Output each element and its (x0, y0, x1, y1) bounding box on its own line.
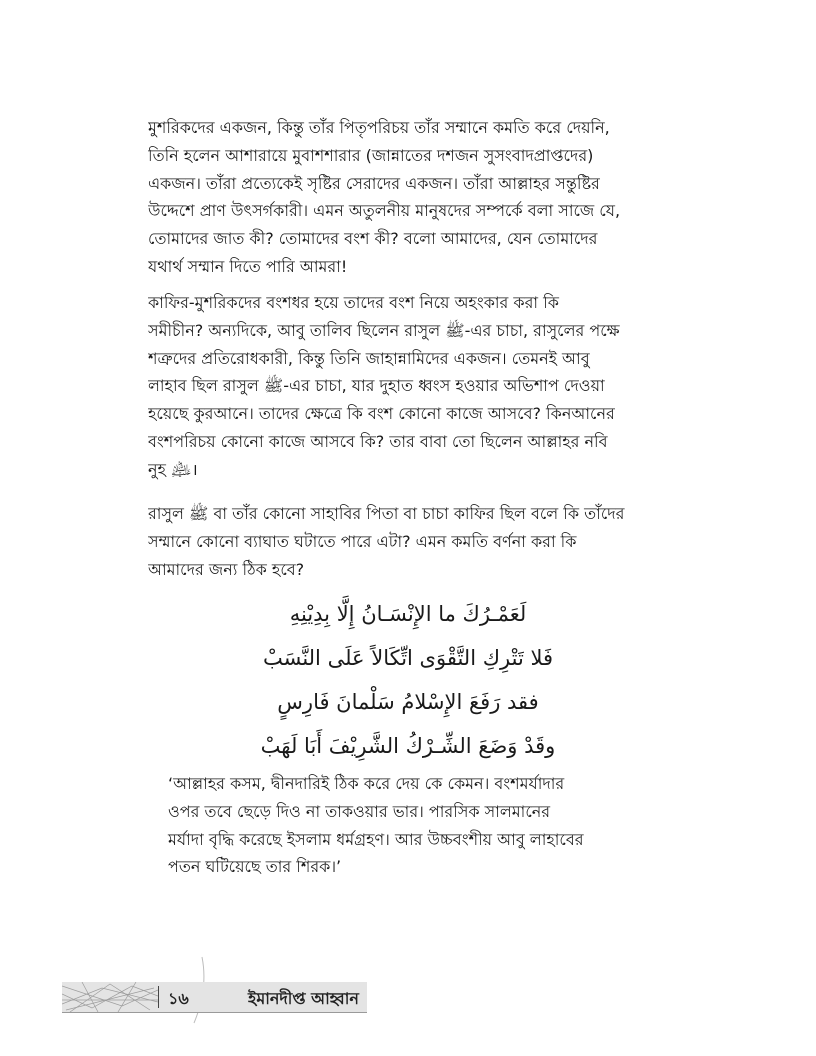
page-footer (62, 982, 367, 1013)
poem-line: لَعَمْـرُكَ ما الإِنْسَـانُ إِلَّا بِدِيْنِهِ (289, 602, 527, 626)
arabic-poem (148, 592, 668, 768)
text-line: সম্মানে কোনো ব্যাঘাত ঘটাতে পারে এটা? এমন কমতি বর্ণনা করা কি (148, 531, 577, 551)
text-line: যথার্থ সম্মান দিতে পারি আমরা! (148, 256, 348, 276)
paragraph-3 (148, 500, 668, 583)
text-line: ‘আল্লাহর কসম, দ্বীনদারিই ঠিক করে দেয় কে কেমন। বংশমর্যাদার (168, 774, 565, 793)
text-line: মর্যাদা বৃদ্ধি করেছে ইসলাম ধর্মগ্রহণ। আর উচ্চবংশীয় আবু লাহাবের (168, 829, 584, 849)
text-line: নুহ ﵇। (148, 459, 198, 479)
text-line: হয়েছে কুরআনে। তাদের ক্ষেত্রে কি বংশ কোনো কাজে আসবে? কিনআনের (148, 404, 615, 424)
book-title: ইমানদীপ্ত আহ্বান (248, 989, 359, 1008)
poem-line: فَلا تَتْرِكِ التَّقْوَى اتِّكَالاً عَلَى النَّسَبْ (262, 646, 554, 670)
poem-line: وقَدْ وَضَعَ الشِّـرْكُ الشَّرِيْفَ أَبَا لَهَبْ (260, 734, 556, 758)
paragraph-1 (148, 114, 668, 281)
text-line: বংশপরিচয় কোনো কাজে আসবে কি? তার বাবা তো ছিলেন আল্লাহর নবি (148, 431, 608, 451)
text-line: পতন ঘটিয়েছে তার শিরক।’ (168, 857, 342, 877)
text-line: আমাদের জন্য ঠিক হবে? (148, 559, 305, 579)
poem-line: فقد رَفَعَ الإِسْلامُ سَلْمانَ فَارِسٍ (277, 690, 539, 714)
text-line: শত্রুদের প্রতিরোধকারী, কিন্তু তিনি জাহান্নামিদের একজন। তেমনই আবু (148, 348, 590, 368)
page-number: ১৬ (168, 989, 189, 1008)
decorative-lines-icon (62, 982, 158, 1012)
text-line: ওপর তবে ছেড়ে দিও না তাকওয়ার ভার। পারসিক সালমানের (168, 801, 551, 821)
poem-translation (168, 770, 668, 881)
text-line: সমীচীন? অন্যদিকে, আবু তালিব ছিলেন রাসুল ﷺ-এর চাচা, রাসুলের পক্ষে (148, 320, 620, 340)
text-line: উদ্দেশে প্রাণ উৎসর্গকারী। এমন অতুলনীয় মানুষদের সম্পর্কে বলা সাজে যে, (148, 201, 621, 221)
footer-divider (158, 986, 159, 1008)
paragraph-2 (148, 289, 668, 484)
text-line: রাসুল ﷺ বা তাঁর কোনো সাহাবির পিতা বা চাচা কাফির ছিল বলে কি তাঁদের (148, 504, 625, 523)
text-line: একজন। তাঁরা প্রত্যেকেই সৃষ্টির সেরাদের একজন। তাঁরা আল্লাহর সন্তুষ্টির (148, 173, 600, 193)
text-line: কাফির-মুশরিকদের বংশধর হয়ে তাদের বংশ নিয়ে অহংকার করা কি (148, 293, 559, 312)
text-line: তোমাদের জাত কী? তোমাদের বংশ কী? বলো আমাদের, যেন তোমাদের (148, 229, 598, 249)
text-line: মুশরিকদের একজন, কিন্তু তাঁর পিতৃপরিচয় তাঁর সম্মানে কমতি করে দেয়নি, (148, 118, 610, 137)
text-line: লাহাব ছিল রাসুল ﷺ-এর চাচা, যার দুহাত ধ্বংস হওয়ার অভিশাপ দেওয়া (148, 376, 605, 396)
text-line: তিনি হলেন আশারায়ে মুবাশশারার (জান্নাতের দশজন সুসংবাদপ্রাপ্তদের) (148, 145, 594, 165)
